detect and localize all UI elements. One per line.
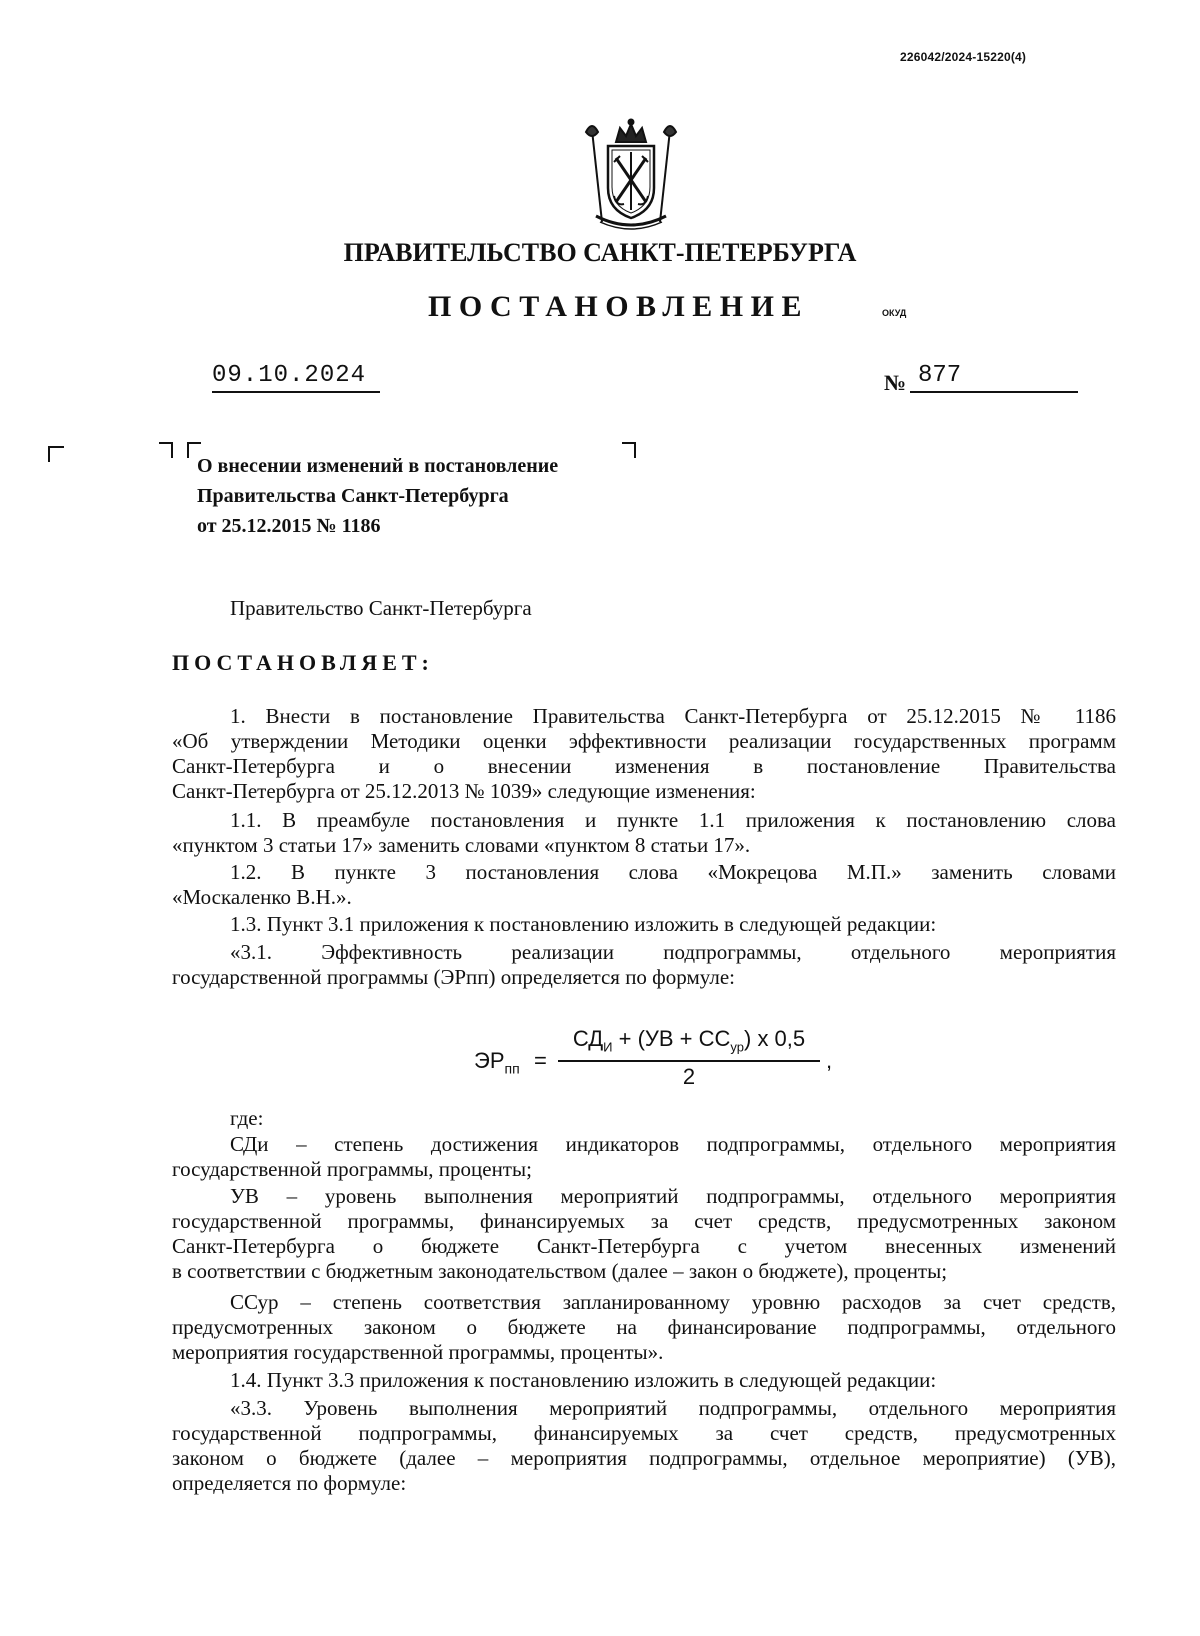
paragraph-line: «Об утверждении Методики оценки эффективности реализации государственных программ xyxy=(172,729,1116,753)
formula-denominator: 2 xyxy=(682,1064,696,1089)
subject-line: Правительства Санкт-Петербурга xyxy=(197,485,509,507)
paragraph-1-3 xyxy=(172,912,1116,937)
paragraph-line: Санкт-Петербурга и о внесении изменения в постановление Правительства xyxy=(172,754,1116,778)
paragraph-1 xyxy=(172,704,1116,804)
formula-lhs: $ЭР_{пп}$ xyxy=(474,1048,520,1077)
formula-equals: = xyxy=(534,1048,547,1073)
definition-sdi xyxy=(172,1132,1116,1182)
date-underline xyxy=(212,391,380,393)
where-label xyxy=(172,1106,1116,1131)
paragraph-line: государственной программы (ЭРпп) определяется по формуле: xyxy=(172,965,735,989)
definition-uv xyxy=(172,1184,1116,1284)
paragraph-line: государственной программы, финансируемых за счет средств, предусмотренных законом xyxy=(172,1209,1116,1233)
paragraph-line: Санкт-Петербурга о бюджете Санкт-Петербурга с учетом внесенных изменений xyxy=(172,1234,1116,1258)
paragraph-line: государственной программы, проценты; xyxy=(172,1157,532,1181)
number-underline xyxy=(910,391,1078,393)
government-title: ПРАВИТЕЛЬСТВО САНКТ-ПЕТЕРБУРГА xyxy=(343,238,857,267)
paragraph-line: 1.4. Пункт 3.3 приложения к постановлению изложить в следующей редакции: xyxy=(230,1368,937,1392)
corner-mark xyxy=(159,442,173,458)
paragraph-line: 1. Внести в постановление Правительства Санкт-Петербурга от 25.12.2015 № 1186 xyxy=(230,704,1116,728)
paragraph-1-1 xyxy=(172,808,1116,858)
paragraph-line: УВ – уровень выполнения мероприятий подпрограммы, отдельного мероприятия xyxy=(230,1184,1116,1208)
document-number: 877 xyxy=(918,362,962,389)
document-id: 226042/2024-15220(4) xyxy=(900,50,1027,64)
paragraph-line: законом о бюджете (далее – мероприятия подпрограммы, отдельное мероприятие) (УВ), xyxy=(172,1446,1116,1470)
okud-label: ОКУД xyxy=(882,308,907,318)
subject-line: О внесении изменений в постановление xyxy=(197,455,559,477)
paragraph-line: 1.3. Пункт 3.1 приложения к постановлению изложить в следующей редакции: xyxy=(230,912,937,936)
paragraph-line: «пунктом 3 статьи 17» заменить словами «пунктом 8 статьи 17». xyxy=(172,833,751,857)
corner-mark xyxy=(622,442,636,458)
paragraph-line: Санкт-Петербурга от 25.12.2013 № 1039» следующие изменения: xyxy=(172,779,756,803)
paragraph-line: ССур – степень соответствия запланированному уровню расходов за счет средств, xyxy=(230,1290,1116,1314)
paragraph-line: 1.1. В преамбуле постановления и пункте 1.1 приложения к постановлению слова xyxy=(230,808,1116,832)
document-subject xyxy=(197,451,558,541)
decree-word: ПОСТАНОВЛЯЕТ: xyxy=(172,650,434,675)
paragraph-1-2 xyxy=(172,860,1116,910)
subject-line: от 25.12.2015 № 1186 xyxy=(197,515,381,537)
formula-comma: , xyxy=(826,1048,833,1073)
paragraph-3-1 xyxy=(172,940,1116,990)
paragraph-line: в соответствии с бюджетным законодательством (далее – закон о бюджете), проценты; xyxy=(172,1259,948,1283)
paragraph-line: определяется по формуле: xyxy=(172,1471,407,1495)
paragraph-line: где: xyxy=(230,1106,264,1130)
st-petersburg-coat-of-arms-icon xyxy=(578,118,684,230)
document-date: 09.10.2024 xyxy=(212,362,367,389)
definition-ssur xyxy=(172,1290,1116,1365)
paragraph-line: СДи – степень достижения индикаторов подпрограммы, отдельного мероприятия xyxy=(230,1132,1116,1156)
paragraph-line: «Москаленко В.Н.». xyxy=(172,885,352,909)
formula-numerator: $СД_И + (УВ + СС_{ур})$ x 0,5 xyxy=(572,1026,806,1055)
paragraph-line: государственной подпрограммы, финансируемых за счет средств, предусмотренных xyxy=(172,1421,1116,1445)
government-line: Правительство Санкт-Петербурга xyxy=(230,596,532,620)
paragraph-line: «3.3. Уровень выполнения мероприятий подпрограммы, отдельного мероприятия xyxy=(230,1396,1116,1420)
formula-fraction-bar xyxy=(558,1060,820,1062)
number-sign: № xyxy=(884,370,907,395)
corner-mark xyxy=(48,446,64,462)
document-type-title: ПОСТАНОВЛЕНИЕ xyxy=(428,290,809,323)
paragraph-line: мероприятия государственной программы, проценты». xyxy=(172,1340,664,1364)
paragraph-3-3 xyxy=(172,1396,1116,1496)
paragraph-line: «3.1. Эффективность реализации подпрограммы, отдельного мероприятия xyxy=(230,940,1116,964)
formula-erpp xyxy=(474,1026,834,1096)
paragraph-1-4 xyxy=(172,1368,1116,1393)
paragraph-line: 1.2. В пункте 3 постановления слова «Мокрецова М.П.» заменить словами xyxy=(230,860,1116,884)
paragraph-line: предусмотренных законом о бюджете на финансирование подпрограммы, отдельного xyxy=(172,1315,1116,1339)
